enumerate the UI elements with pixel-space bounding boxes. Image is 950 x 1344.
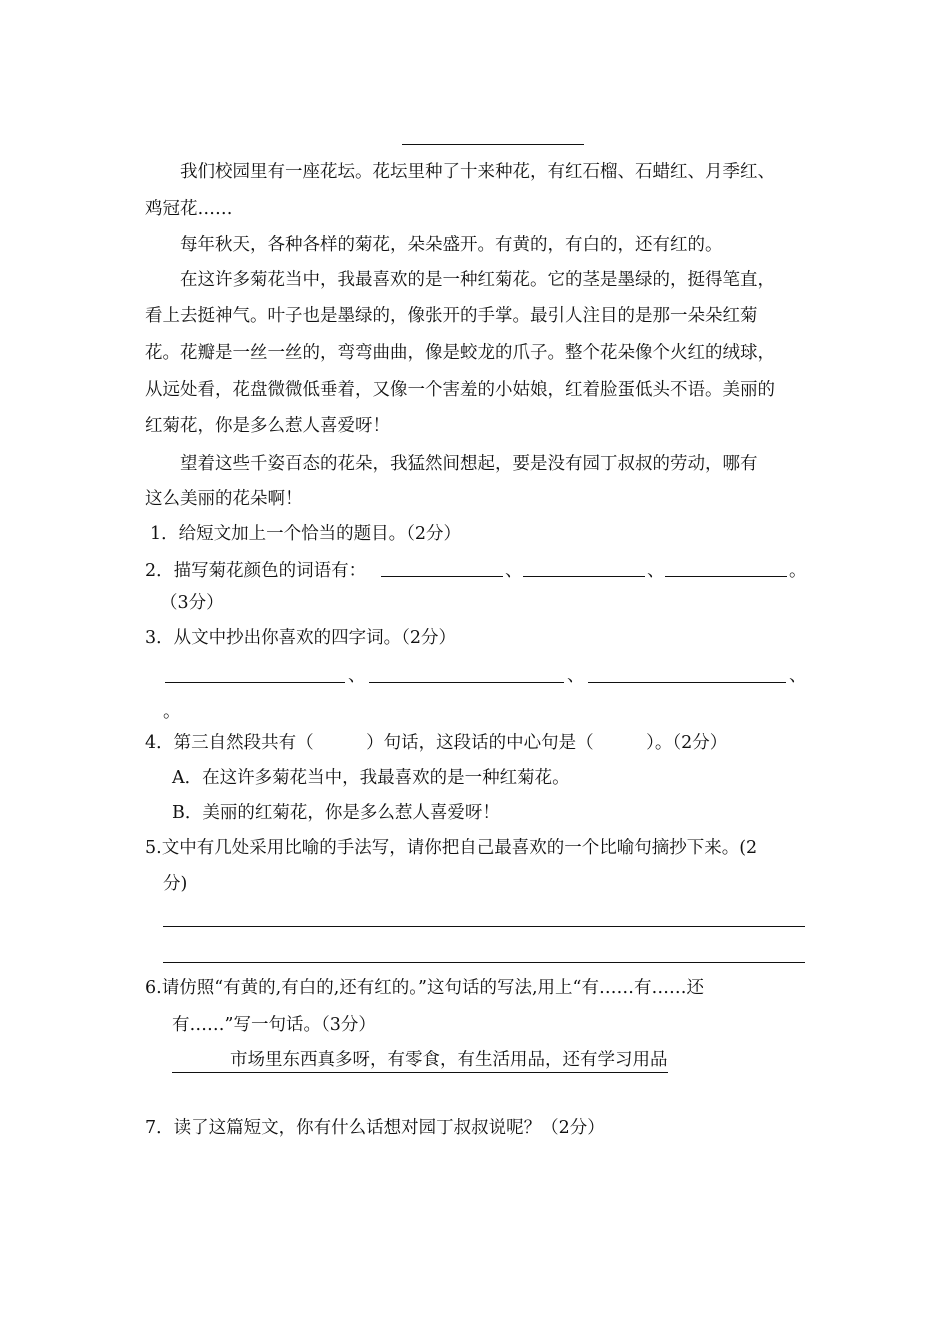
- question-1: 1．给短文加上一个恰当的题目。（2分）: [150, 524, 462, 544]
- q3-answer-blank-1[interactable]: [165, 682, 345, 683]
- q2-separator-2: 、: [647, 561, 665, 581]
- passage-p3-line4: 从远处看，花盘微微低垂着，又像一个害羞的小姑娘，红着脸蛋低头不语。美丽的: [145, 380, 775, 400]
- q6-answer-text: 市场里东西真多呀，有零食，有生活用品，还有学习用品: [172, 1048, 668, 1073]
- q5-answer-line-1[interactable]: [163, 926, 805, 927]
- question-2-text: 2．描写菊花颜色的词语有：: [145, 561, 367, 581]
- question-6-line1: 6.请仿照“有黄的,有白的,还有红的。”这句话的写法,用上“有……有……还: [145, 978, 704, 998]
- passage-p4-line2: 这么美丽的花朵啊！: [145, 489, 303, 509]
- question-6-line2: 有……”写一句话。（3分）: [172, 1015, 376, 1035]
- q5-answer-line-2[interactable]: [163, 962, 805, 963]
- title-blank-line[interactable]: [402, 144, 584, 145]
- q2-score: （3分）: [160, 593, 224, 613]
- question-3: 3．从文中抄出你喜欢的四字词。（2分）: [145, 628, 457, 648]
- q3-answer-blank-2[interactable]: [369, 682, 564, 683]
- q3-separator-1: 、: [348, 666, 366, 686]
- passage-p3-line2: 看上去挺神气。叶子也是墨绿的，像张开的手掌。最引人注目的是那一朵朵红菊: [145, 306, 758, 326]
- q4-option-b: B．美丽的红菊花，你是多么惹人喜爱呀！: [172, 803, 500, 823]
- question-5-line2: 分): [163, 874, 188, 894]
- q2-end-mark: 。: [789, 561, 807, 581]
- q3-separator-3: 、: [789, 666, 807, 686]
- q6-answer-line[interactable]: [172, 1048, 668, 1073]
- q3-answer-blank-3[interactable]: [588, 682, 786, 683]
- q2-separator-1: 、: [505, 561, 523, 581]
- q3-end-mark: 。: [163, 702, 181, 722]
- question-7: 7．读了这篇短文，你有什么话想对园丁叔叔说呢？（2分）: [145, 1118, 605, 1138]
- q3-separator-2: 、: [567, 666, 585, 686]
- passage-p3-line1: 在这许多菊花当中，我最喜欢的是一种红菊花。它的茎是墨绿的，挺得笔直，: [180, 270, 775, 290]
- q2-answer-blank-2[interactable]: [523, 576, 645, 577]
- passage-p3-line5: 红菊花，你是多么惹人喜爱呀！: [145, 416, 390, 436]
- q2-answer-blank-3[interactable]: [665, 576, 787, 577]
- q2-answer-blank-1[interactable]: [381, 576, 503, 577]
- passage-p3-line3: 花。花瓣是一丝一丝的，弯弯曲曲，像是蛟龙的爪子。整个花朵像个火红的绒球，: [145, 343, 775, 363]
- question-4: 4．第三自然段共有（ ）句话，这段话的中心句是（ ）。（2分）: [145, 733, 728, 753]
- passage-p2: 每年秋天，各种各样的菊花，朵朵盛开。有黄的，有白的，还有红的。: [180, 235, 723, 255]
- q4-option-a: A．在这许多菊花当中，我最喜欢的是一种红菊花。: [172, 768, 570, 788]
- passage-p1-line1: 我们校园里有一座花坛。花坛里种了十来种花，有红石榴、石蜡红、月季红、: [180, 162, 775, 182]
- passage-p1-line2: 鸡冠花……: [145, 199, 233, 219]
- question-5-line1: 5.文中有几处采用比喻的手法写，请你把自己最喜欢的一个比喻句摘抄下来。(2: [145, 838, 758, 858]
- passage-p4-line1: 望着这些千姿百态的花朵，我猛然间想起，要是没有园丁叔叔的劳动，哪有: [180, 454, 758, 474]
